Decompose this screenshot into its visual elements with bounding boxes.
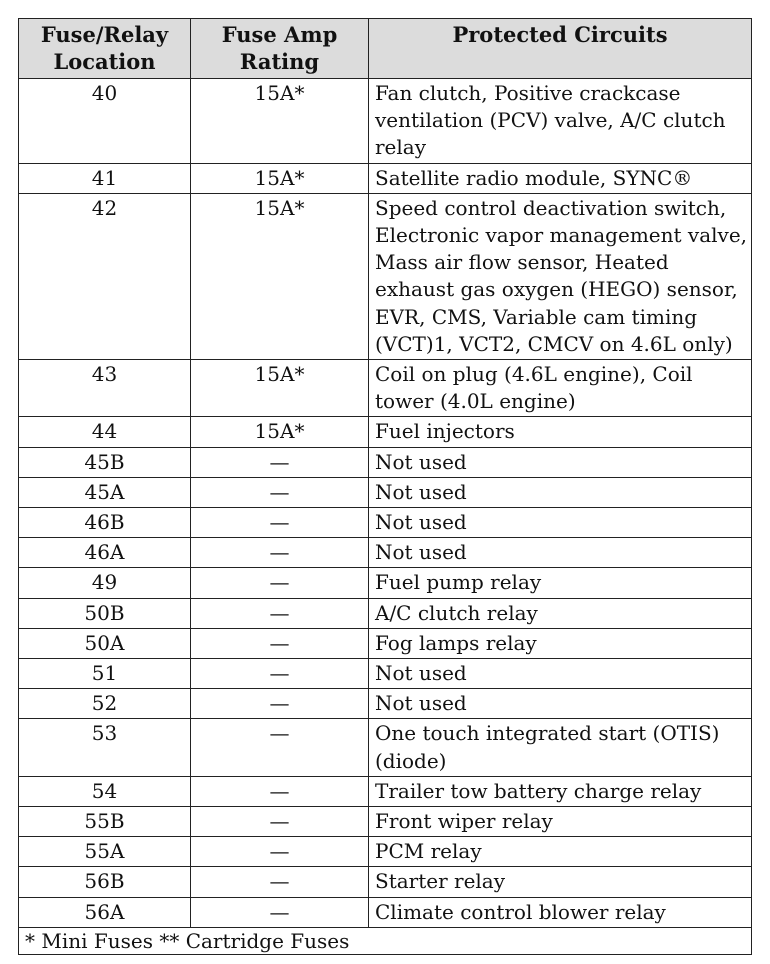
amp-rating-cell: —	[191, 538, 369, 568]
amp-rating-cell: —	[191, 689, 369, 719]
header-protected-circuits: Protected Circuits	[369, 19, 752, 79]
footnote: * Mini Fuses ** Cartridge Fuses	[19, 927, 752, 954]
table-row	[19, 598, 752, 628]
fuse-location-cell: 50B	[19, 598, 191, 628]
fuse-location-cell: 44	[19, 417, 191, 447]
amp-rating-cell: 15A*	[191, 193, 369, 359]
fuse-location-cell: 55B	[19, 807, 191, 837]
amp-rating-cell: —	[191, 568, 369, 598]
table-row	[19, 79, 752, 164]
fuse-location-cell: 51	[19, 659, 191, 689]
amp-rating-cell: —	[191, 447, 369, 477]
header-amp-rating: Fuse Amp Rating	[191, 19, 369, 79]
table-row	[19, 538, 752, 568]
table-row	[19, 360, 752, 417]
fuse-location-cell: 41	[19, 163, 191, 193]
amp-rating-cell: —	[191, 598, 369, 628]
fuse-location-cell: 45A	[19, 477, 191, 507]
table-row	[19, 477, 752, 507]
table-body	[19, 79, 752, 928]
table-row	[19, 837, 752, 867]
amp-rating-cell: —	[191, 477, 369, 507]
table-row	[19, 776, 752, 806]
protected-circuits-cell: Speed control deactivation switch, Electronic vapor management valve, Mass air flow sensor, Heated exhaust gas oxygen (HEGO) sensor, EVR, CMS, Variable cam timing (VCT)1, VCT2, CMCV on 4.6L only)	[369, 193, 752, 359]
amp-rating-cell: —	[191, 508, 369, 538]
protected-circuits-cell: Front wiper relay	[369, 807, 752, 837]
table-row	[19, 867, 752, 897]
table-row	[19, 193, 752, 359]
table-row	[19, 163, 752, 193]
table-row	[19, 568, 752, 598]
amp-rating-cell: —	[191, 807, 369, 837]
protected-circuits-cell: One touch integrated start (OTIS) (diode)	[369, 719, 752, 776]
protected-circuits-cell: Starter relay	[369, 867, 752, 897]
protected-circuits-cell: Fuel injectors	[369, 417, 752, 447]
amp-rating-cell: —	[191, 659, 369, 689]
table-row	[19, 447, 752, 477]
protected-circuits-cell: Not used	[369, 689, 752, 719]
amp-rating-cell: —	[191, 776, 369, 806]
footnote-row	[19, 927, 752, 954]
fuse-location-cell: 49	[19, 568, 191, 598]
table-header	[19, 19, 752, 79]
protected-circuits-cell: Not used	[369, 508, 752, 538]
protected-circuits-cell: Not used	[369, 477, 752, 507]
protected-circuits-cell: Fuel pump relay	[369, 568, 752, 598]
protected-circuits-cell: Climate control blower relay	[369, 897, 752, 927]
fuse-location-cell: 46B	[19, 508, 191, 538]
fuse-location-cell: 42	[19, 193, 191, 359]
header-row	[19, 19, 752, 79]
amp-rating-cell: 15A*	[191, 163, 369, 193]
amp-rating-cell: —	[191, 628, 369, 658]
amp-rating-cell: —	[191, 837, 369, 867]
table-footer	[19, 927, 752, 954]
protected-circuits-cell: Not used	[369, 447, 752, 477]
header-location: Fuse/Relay Location	[19, 19, 191, 79]
fuse-location-cell: 54	[19, 776, 191, 806]
fuse-location-cell: 45B	[19, 447, 191, 477]
protected-circuits-cell: Satellite radio module, SYNC®	[369, 163, 752, 193]
table-row	[19, 417, 752, 447]
table-row	[19, 897, 752, 927]
fuse-location-cell: 53	[19, 719, 191, 776]
amp-rating-cell: 15A*	[191, 79, 369, 164]
protected-circuits-cell: Not used	[369, 659, 752, 689]
fuse-location-cell: 43	[19, 360, 191, 417]
fuse-table-page	[18, 18, 751, 955]
amp-rating-cell: 15A*	[191, 360, 369, 417]
protected-circuits-cell: Trailer tow battery charge relay	[369, 776, 752, 806]
protected-circuits-cell: Coil on plug (4.6L engine), Coil tower (4.0L engine)	[369, 360, 752, 417]
amp-rating-cell: 15A*	[191, 417, 369, 447]
fuse-location-cell: 55A	[19, 837, 191, 867]
fuse-location-cell: 56A	[19, 897, 191, 927]
protected-circuits-cell: PCM relay	[369, 837, 752, 867]
amp-rating-cell: —	[191, 719, 369, 776]
table-row	[19, 508, 752, 538]
amp-rating-cell: —	[191, 867, 369, 897]
fuse-location-cell: 40	[19, 79, 191, 164]
protected-circuits-cell: Fan clutch, Positive crackcase ventilation (PCV) valve, A/C clutch relay	[369, 79, 752, 164]
protected-circuits-cell: A/C clutch relay	[369, 598, 752, 628]
fuse-location-cell: 46A	[19, 538, 191, 568]
amp-rating-cell: —	[191, 897, 369, 927]
table-row	[19, 659, 752, 689]
protected-circuits-cell: Fog lamps relay	[369, 628, 752, 658]
table-row	[19, 719, 752, 776]
table-row	[19, 807, 752, 837]
table-row	[19, 628, 752, 658]
protected-circuits-cell: Not used	[369, 538, 752, 568]
fuse-location-cell: 50A	[19, 628, 191, 658]
table-row	[19, 689, 752, 719]
fuse-location-cell: 56B	[19, 867, 191, 897]
fuse-relay-table	[18, 18, 752, 955]
fuse-location-cell: 52	[19, 689, 191, 719]
